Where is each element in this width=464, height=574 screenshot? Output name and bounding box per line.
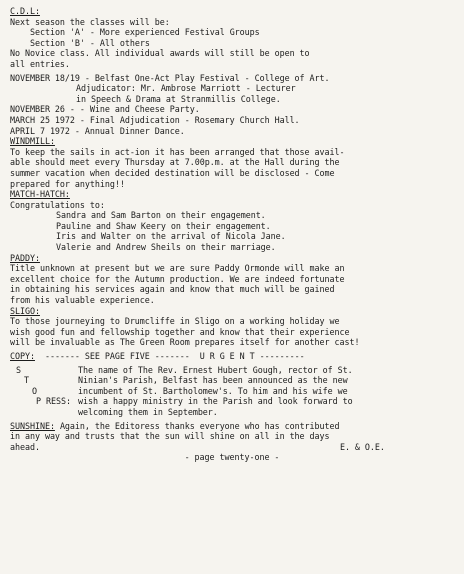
signature: E. & O.E. [339,441,385,452]
paddy-line: excellent choice for the Autumn production. We are indeed fortunate [10,273,345,284]
stop-press-text [10,365,454,418]
sunshine-text: Again, the Editoress thanks everyone who has contributed [59,420,340,431]
copy-see-page: ------- SEE PAGE FIVE ------- [44,351,190,361]
cdl-heading: C.D.L: [10,6,40,16]
sligo-section [10,306,454,317]
stop-letter: O [32,385,37,396]
cdl-line: all entries. [10,58,70,69]
sligo-heading: SLIGO: [10,305,40,316]
match-hatch-line: Valerie and Andrew Sheils on their marriage. [56,242,276,253]
stop-press-letters [10,364,71,407]
stop-letter: T [24,375,29,386]
windmill-line: summer vacation when decided destination will be disclosed - Come [10,167,335,178]
cdl-line: No Novice class. All individual awards will still be open to [10,48,310,59]
stop-press-line: welcoming them in September. [78,406,218,417]
match-hatch-intro: Congratulations to: [10,199,105,210]
page-number: - page twenty-one - [184,452,280,463]
stop-press-line: incumbent of St. Bartholomew's. To him and his wife we [78,385,348,396]
windmill-section [10,136,454,147]
copy-heading: COPY: [10,351,35,361]
copy-row [10,351,454,362]
stop-press-block [10,365,454,418]
windmill-heading: WINDMILL: [10,136,55,147]
match-hatch-line: Pauline and Shaw Keery on their engagement. [56,220,271,231]
urgent-label: U R G E N T --------- [199,351,305,361]
cdl-line: Section 'B' - All others [30,37,150,48]
cdl-line: Section 'A' - More experienced Festival Groups [30,27,260,38]
sunshine-line: in any way and trusts that the sun will shine on all in the days [10,431,330,442]
event-line: MARCH 25 1972 - Final Adjudication - Rosemary Church Hall. [10,114,300,125]
stop-press-line: wish a happy ministry in the Parish and look forward to [78,396,353,407]
match-hatch-line: Iris and Walter on the arrival of Nicola Jane. [56,231,286,242]
sligo-line: wish good fun and fellowship together and know that their experience [10,326,350,337]
event-line: NOVEMBER 26 - - Wine and Cheese Party. [10,104,200,115]
stop-press-line: Ninian's Parish, Belfast has been announced as the new [78,375,348,386]
paddy-heading: PADDY: [10,252,40,263]
event-line: NOVEMBER 18/19 - Belfast One-Act Play Festival - College of Art. [10,72,330,83]
match-hatch-heading: MATCH-HATCH: [10,189,70,200]
windmill-line: able should meet every Thursday at 7.00p.m. at the Hall during the [10,157,340,168]
windmill-line: To keep the sails in act-ion it has been arranged that those avail- [10,146,345,157]
match-hatch-section [10,189,454,200]
stop-letter: P RESS: [36,396,71,407]
event-line: APRIL 7 1972 - Annual Dinner Dance. [10,125,185,136]
sligo-line: will be invaluable as The Green Room prepares itself for another cast! [10,337,360,348]
windmill-line: prepared for anything!! [10,178,125,189]
sligo-line: To those journeying to Drumcliffe in Sligo on a working holiday we [10,316,340,327]
event-line: in Speech & Drama at Stranmillis College. [76,93,281,104]
stop-letter: S [16,364,21,375]
sunshine-line [10,421,454,432]
event-line: Adjudicator: Mr. Ambrose Marriott - Lecturer [76,83,296,94]
stop-press-line: The name of The Rev. Ernest Hubert Gough, rector of St. [78,364,353,375]
paddy-section [10,253,454,264]
cdl-section [10,6,454,17]
cdl-line: Next season the classes will be: [10,16,170,27]
sunshine-line [10,442,454,453]
sunshine-text: ahead. [10,441,40,452]
match-hatch-line: Sandra and Sam Barton on their engagement. [56,210,266,221]
paddy-line: in obtaining his services again and know that much will be gained [10,284,335,295]
paddy-line: from his valuable experience. [10,295,155,306]
sunshine-heading: SUNSHINE: [10,420,55,431]
paddy-line: Title unknown at present but we are sure Paddy Ormonde will make an [10,263,345,274]
